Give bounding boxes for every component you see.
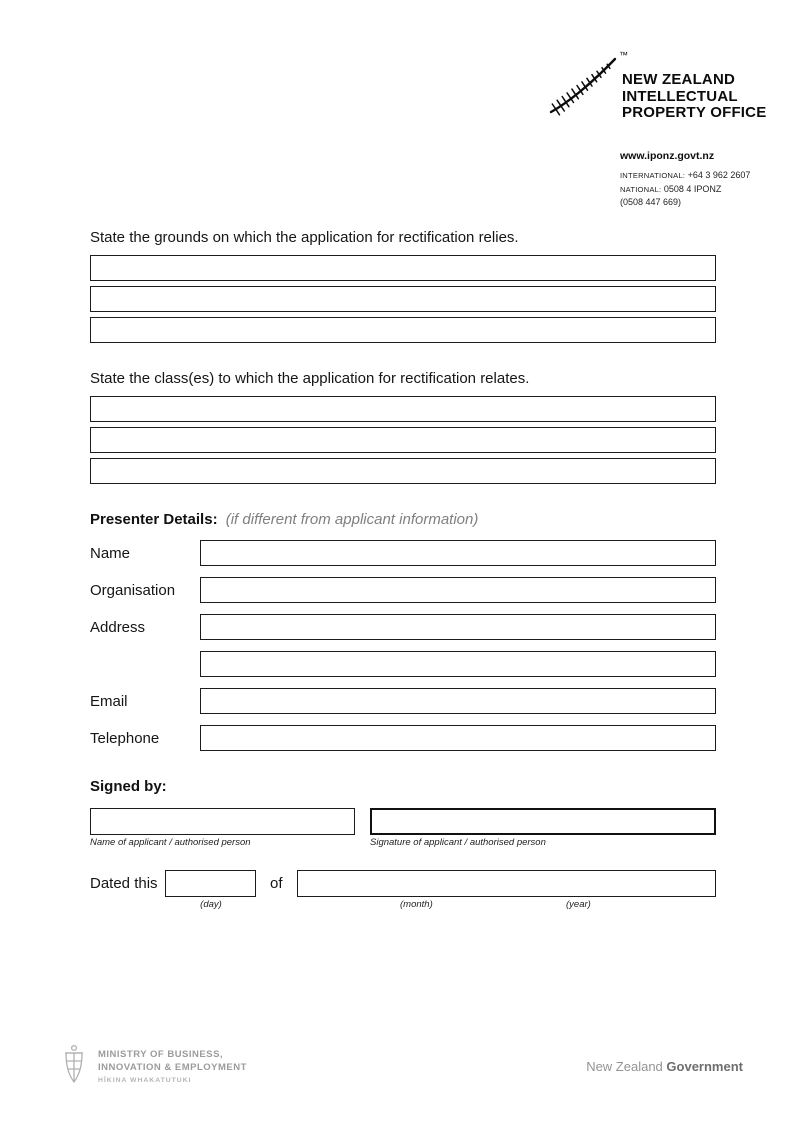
ministry-maori-name: HĪKINA WHAKATUTUKI [98, 1077, 192, 1084]
grounds-section-label: State the grounds on which the application for rectification relies. [90, 229, 519, 246]
silver-fern-icon [549, 54, 621, 116]
email-row [90, 688, 716, 714]
presenter-details-title: Presenter Details: [90, 511, 218, 528]
grounds-input-line-3[interactable] [90, 317, 716, 343]
ministry-name-block [98, 1048, 247, 1084]
address-row-2 [90, 651, 716, 677]
trademark-symbol: ™ [619, 50, 628, 60]
dated-row [90, 870, 716, 897]
page-footer [58, 1044, 743, 1088]
phone-national [620, 183, 746, 197]
phone-international [620, 169, 751, 183]
ministry-name-line-1: MINISTRY OF BUSINESS, [98, 1049, 224, 1060]
signed-by-heading: Signed by: [90, 778, 167, 795]
classes-input-line-2[interactable] [90, 427, 716, 453]
contact-block [620, 150, 751, 210]
phone-international-label: INTERNATIONAL: [620, 171, 686, 180]
signatory-name-input[interactable] [90, 808, 355, 835]
address-input-line-2[interactable] [200, 651, 716, 677]
of-label: of [270, 875, 283, 892]
signatory-name-caption: Name of applicant / authorised person [90, 837, 251, 848]
address-input-line-1[interactable] [200, 614, 716, 640]
dated-captions [90, 899, 716, 913]
signed-by-row [90, 808, 716, 835]
nz-government-part-1: New Zealand [586, 1058, 663, 1074]
email-input[interactable] [200, 688, 716, 714]
telephone-row [90, 725, 716, 751]
nz-government-wordmark [586, 1059, 743, 1074]
presenter-details-note: (if different from applicant information) [225, 511, 479, 528]
day-input[interactable] [165, 870, 256, 897]
telephone-input[interactable] [200, 725, 716, 751]
form-content [90, 229, 716, 913]
signature-caption: Signature of applicant / authorised person [370, 837, 546, 848]
presenter-details-heading [90, 511, 716, 528]
wordmark-line-2: INTELLECTUAL [622, 87, 738, 105]
organisation-label: Organisation [90, 581, 176, 599]
iponz-wordmark [622, 72, 766, 122]
presenter-fields [90, 540, 716, 751]
month-year-input[interactable] [297, 870, 716, 897]
phone-national-value: 0508 4 IPONZ [663, 183, 722, 194]
nz-government-part-2: Government [666, 1058, 743, 1074]
organisation-row [90, 577, 716, 603]
dated-this-label: Dated this [90, 875, 158, 892]
signature-input[interactable] [370, 808, 716, 835]
phone-national-label: NATIONAL: [620, 184, 662, 194]
email-label: Email [90, 692, 128, 710]
wordmark-line-1: NEW ZEALAND [622, 71, 736, 88]
grounds-input-line-2[interactable] [90, 286, 716, 312]
iponz-logo [549, 50, 767, 122]
iponz-header [549, 50, 767, 207]
grounds-input-line-1[interactable] [90, 255, 716, 281]
month-caption: (month) [400, 899, 433, 910]
coat-of-arms-icon [58, 1044, 90, 1088]
address-row-1 [90, 614, 716, 640]
wordmark-line-3: PROPERTY OFFICE [622, 104, 767, 121]
phone-national-alt: (0508 447 669) [620, 197, 682, 207]
website-url: www.iponz.govt.nz [620, 150, 715, 162]
address-label: Address [90, 618, 146, 636]
signed-captions [90, 837, 716, 848]
classes-input-line-1[interactable] [90, 396, 716, 422]
telephone-label: Telephone [90, 729, 160, 747]
classes-input-line-3[interactable] [90, 458, 716, 484]
ministry-name-line-2: INNOVATION & EMPLOYMENT [98, 1062, 247, 1073]
year-caption: (year) [566, 899, 591, 910]
name-row [90, 540, 716, 566]
phone-international-value: +64 3 962 2607 [687, 170, 751, 180]
name-label: Name [90, 544, 131, 562]
day-caption: (day) [200, 899, 222, 910]
organisation-input[interactable] [200, 577, 716, 603]
classes-section-label: State the class(es) to which the application for rectification relates. [90, 370, 530, 387]
name-input[interactable] [200, 540, 716, 566]
